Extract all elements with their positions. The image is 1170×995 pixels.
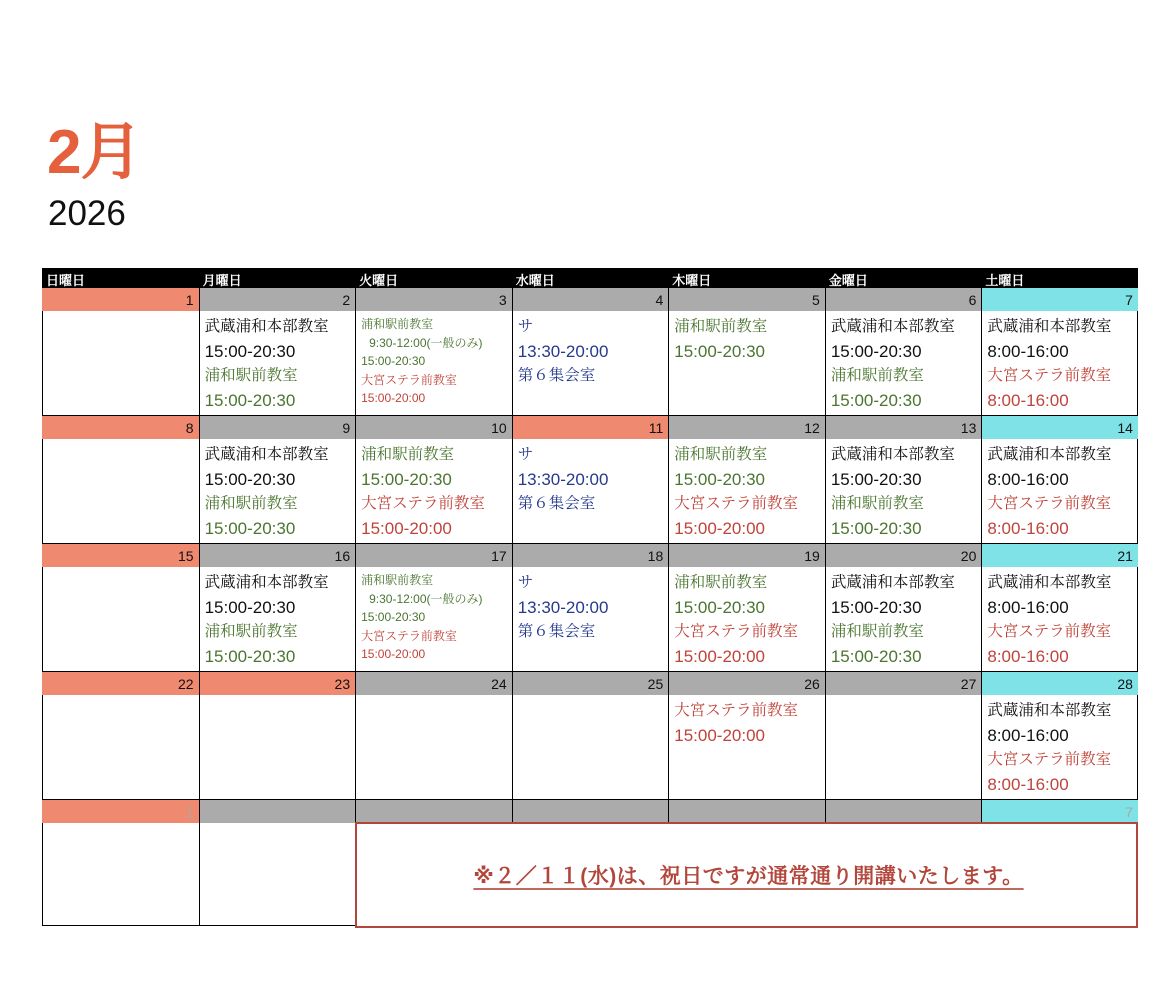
holiday-notice-text: ※２／１１(水)は、祝日ですが通常通り開講いたします。 [473,865,1024,888]
schedule-location: サ [517,446,534,463]
schedule-time: 13:30-20:00 [517,597,609,617]
day-number: 24 [355,672,512,695]
day-number-row [42,672,1138,695]
day-number-row [42,800,1138,823]
day-number: 7 [981,288,1138,311]
weekday-thursday: 木曜日 [672,273,712,288]
schedule-location: 武蔵浦和本部教室 [204,446,329,463]
weekday-wednesday: 水曜日 [515,273,555,288]
day-number [355,800,512,823]
schedule-location: サ [517,574,534,591]
schedule-time: 15:00-20:30 [674,341,765,361]
day-cell[interactable] [199,439,356,543]
day-cell[interactable] [825,311,982,415]
schedule-location: 大宮ステラ前教室 [361,372,457,387]
schedule-time: 15:00-20:30 [830,341,922,361]
day-cell[interactable] [355,695,512,799]
schedule-time: 15:00-20:00 [361,647,426,661]
schedule-location: 浦和駅前教室 [830,495,924,512]
schedule-location: 大宮ステラ前教室 [987,623,1112,640]
schedule-time: 13:30-20:00 [517,341,609,361]
schedule-location: 浦和駅前教室 [361,446,455,463]
schedule-location: 大宮ステラ前教室 [674,702,798,719]
schedule-time: 15:00-20:30 [204,518,296,538]
schedule-time: 15:00-20:30 [204,341,296,361]
schedule-time: 15:00-20:30 [204,646,296,666]
day-cell[interactable] [668,311,825,415]
schedule-time: 15:00-20:30 [204,469,296,489]
day-number: 6 [825,288,982,311]
schedule-location: 第６集会室 [517,623,596,640]
schedule-location: 大宮ステラ前教室 [987,367,1112,384]
schedule-location: 浦和駅前教室 [204,367,298,384]
day-number: 27 [825,672,982,695]
day-cell[interactable] [981,311,1138,415]
schedule-location: サ [517,318,534,335]
schedule-location: 武蔵浦和本部教室 [987,446,1112,463]
schedule-location: 大宮ステラ前教室 [361,495,485,512]
schedule-time: 15:00-20:30 [830,518,922,538]
day-content-row [42,439,1138,544]
month-title: 2月 [47,118,142,187]
day-cell[interactable] [199,311,356,415]
day-number: 22 [42,672,199,695]
day-number [512,800,669,823]
schedule-location: 大宮ステラ前教室 [674,623,798,640]
day-cell[interactable] [199,823,356,925]
weekday-saturday: 土曜日 [985,273,1025,288]
day-number: 21 [981,544,1138,567]
weekday-tuesday: 火曜日 [359,273,399,288]
schedule-time: 8:00-16:00 [987,725,1069,745]
day-number-row [42,544,1138,567]
year-title: 2026 [48,194,126,233]
day-cell[interactable] [825,695,982,799]
schedule-time: 13:30-20:00 [517,469,609,489]
calendar-week [42,544,1138,672]
schedule-location: 浦和駅前教室 [674,446,768,463]
day-number: 1 [42,800,199,823]
day-number [199,800,356,823]
schedule-time: 15:00-20:30 [830,390,922,410]
day-cell[interactable] [199,567,356,671]
day-number: 15 [42,544,199,567]
day-cell[interactable] [512,695,669,799]
schedule-location: 浦和駅前教室 [361,573,434,587]
schedule-time: 15:00-20:30 [204,597,296,617]
schedule-location: 浦和駅前教室 [204,623,298,640]
day-number: 9 [199,416,356,439]
schedule-time: 15:00-20:30 [830,597,922,617]
day-number: 11 [512,416,669,439]
day-number: 2 [199,288,356,311]
weekday-monday: 月曜日 [202,273,242,288]
schedule-location: 武蔵浦和本部教室 [987,318,1112,335]
day-cell[interactable] [355,567,512,671]
weekday-friday: 金曜日 [828,273,868,288]
schedule-time: 15:00-20:30 [674,597,765,617]
day-number: 3 [355,288,512,311]
schedule-time: 9:30-12:00(一般のみ) [369,335,483,350]
weekday-sunday: 日曜日 [46,273,86,288]
schedule-location: 第６集会室 [517,495,596,512]
day-cell[interactable] [981,567,1138,671]
weekday-header-row [42,268,1138,288]
schedule-time: 8:00-16:00 [987,469,1069,489]
schedule-time: 9:30-12:00(一般のみ) [369,591,483,606]
day-number: 20 [825,544,982,567]
schedule-location: 大宮ステラ前教室 [987,751,1112,768]
day-number: 10 [355,416,512,439]
schedule-location: 武蔵浦和本部教室 [204,318,329,335]
day-number: 17 [355,544,512,567]
schedule-time: 8:00-16:00 [987,646,1069,666]
schedule-location: 武蔵浦和本部教室 [830,574,955,591]
day-number: 26 [668,672,825,695]
schedule-time: 15:00-20:30 [674,469,765,489]
day-cell[interactable] [42,695,199,799]
day-cell[interactable] [981,695,1138,799]
day-number: 5 [668,288,825,311]
schedule-location: 大宮ステラ前教室 [987,495,1112,512]
schedule-location: 武蔵浦和本部教室 [987,702,1112,719]
day-number: 14 [981,416,1138,439]
schedule-time: 15:00-20:00 [361,391,426,405]
schedule-location: 浦和駅前教室 [361,317,434,331]
schedule-location: 武蔵浦和本部教室 [987,574,1112,591]
day-cell[interactable] [512,439,669,543]
schedule-time: 15:00-20:00 [361,518,452,538]
day-number: 1 [42,288,199,311]
day-cell[interactable] [355,439,512,543]
schedule-time: 15:00-20:30 [830,646,922,666]
schedule-location: 浦和駅前教室 [674,574,768,591]
calendar-week [42,416,1138,544]
day-number: 28 [981,672,1138,695]
holiday-notice-box [355,822,1138,928]
day-number: 25 [512,672,669,695]
day-content-row [42,567,1138,672]
schedule-time: 8:00-16:00 [987,390,1069,410]
day-cell[interactable] [512,311,669,415]
schedule-location: 大宮ステラ前教室 [674,495,798,512]
schedule-location: 第６集会室 [517,367,596,384]
day-number: 23 [199,672,356,695]
calendar-week [42,672,1138,800]
day-cell[interactable] [355,311,512,415]
schedule-time: 8:00-16:00 [987,341,1069,361]
schedule-time: 15:00-20:30 [361,354,426,368]
day-number [825,800,982,823]
day-cell[interactable] [825,439,982,543]
day-cell[interactable] [668,695,825,799]
schedule-location: 大宮ステラ前教室 [361,628,457,643]
schedule-time: 8:00-16:00 [987,518,1069,538]
schedule-location: 武蔵浦和本部教室 [830,446,955,463]
day-number [668,800,825,823]
day-number-row [42,288,1138,311]
schedule-time: 15:00-20:30 [361,610,426,624]
day-number: 12 [668,416,825,439]
day-number: 4 [512,288,669,311]
schedule-time: 15:00-20:30 [204,390,296,410]
schedule-time: 15:00-20:00 [674,646,765,666]
day-cell[interactable] [199,695,356,799]
day-cell[interactable] [512,567,669,671]
day-number: 19 [668,544,825,567]
day-cell[interactable] [42,439,199,543]
schedule-location: 浦和駅前教室 [204,495,298,512]
schedule-location: 武蔵浦和本部教室 [830,318,955,335]
day-number: 13 [825,416,982,439]
day-number: 7 [981,800,1138,823]
schedule-location: 武蔵浦和本部教室 [204,574,329,591]
schedule-location: 浦和駅前教室 [830,623,924,640]
schedule-time: 15:00-20:30 [361,469,452,489]
schedule-time: 8:00-16:00 [987,774,1069,794]
schedule-time: 8:00-16:00 [987,597,1069,617]
day-cell[interactable] [825,567,982,671]
day-cell[interactable] [42,567,199,671]
day-number-row [42,416,1138,439]
day-cell[interactable] [42,823,199,925]
schedule-location: 浦和駅前教室 [830,367,924,384]
day-cell[interactable] [981,439,1138,543]
day-content-row [42,311,1138,416]
day-cell[interactable] [42,311,199,415]
day-number: 8 [42,416,199,439]
schedule-time: 15:00-20:00 [674,725,765,745]
day-content-row [42,695,1138,800]
schedule-time: 15:00-20:30 [830,469,922,489]
day-cell[interactable] [668,567,825,671]
schedule-location: 浦和駅前教室 [674,318,768,335]
day-cell[interactable] [668,439,825,543]
schedule-time: 15:00-20:00 [674,518,765,538]
day-number: 18 [512,544,669,567]
calendar-week [42,288,1138,416]
day-number: 16 [199,544,356,567]
